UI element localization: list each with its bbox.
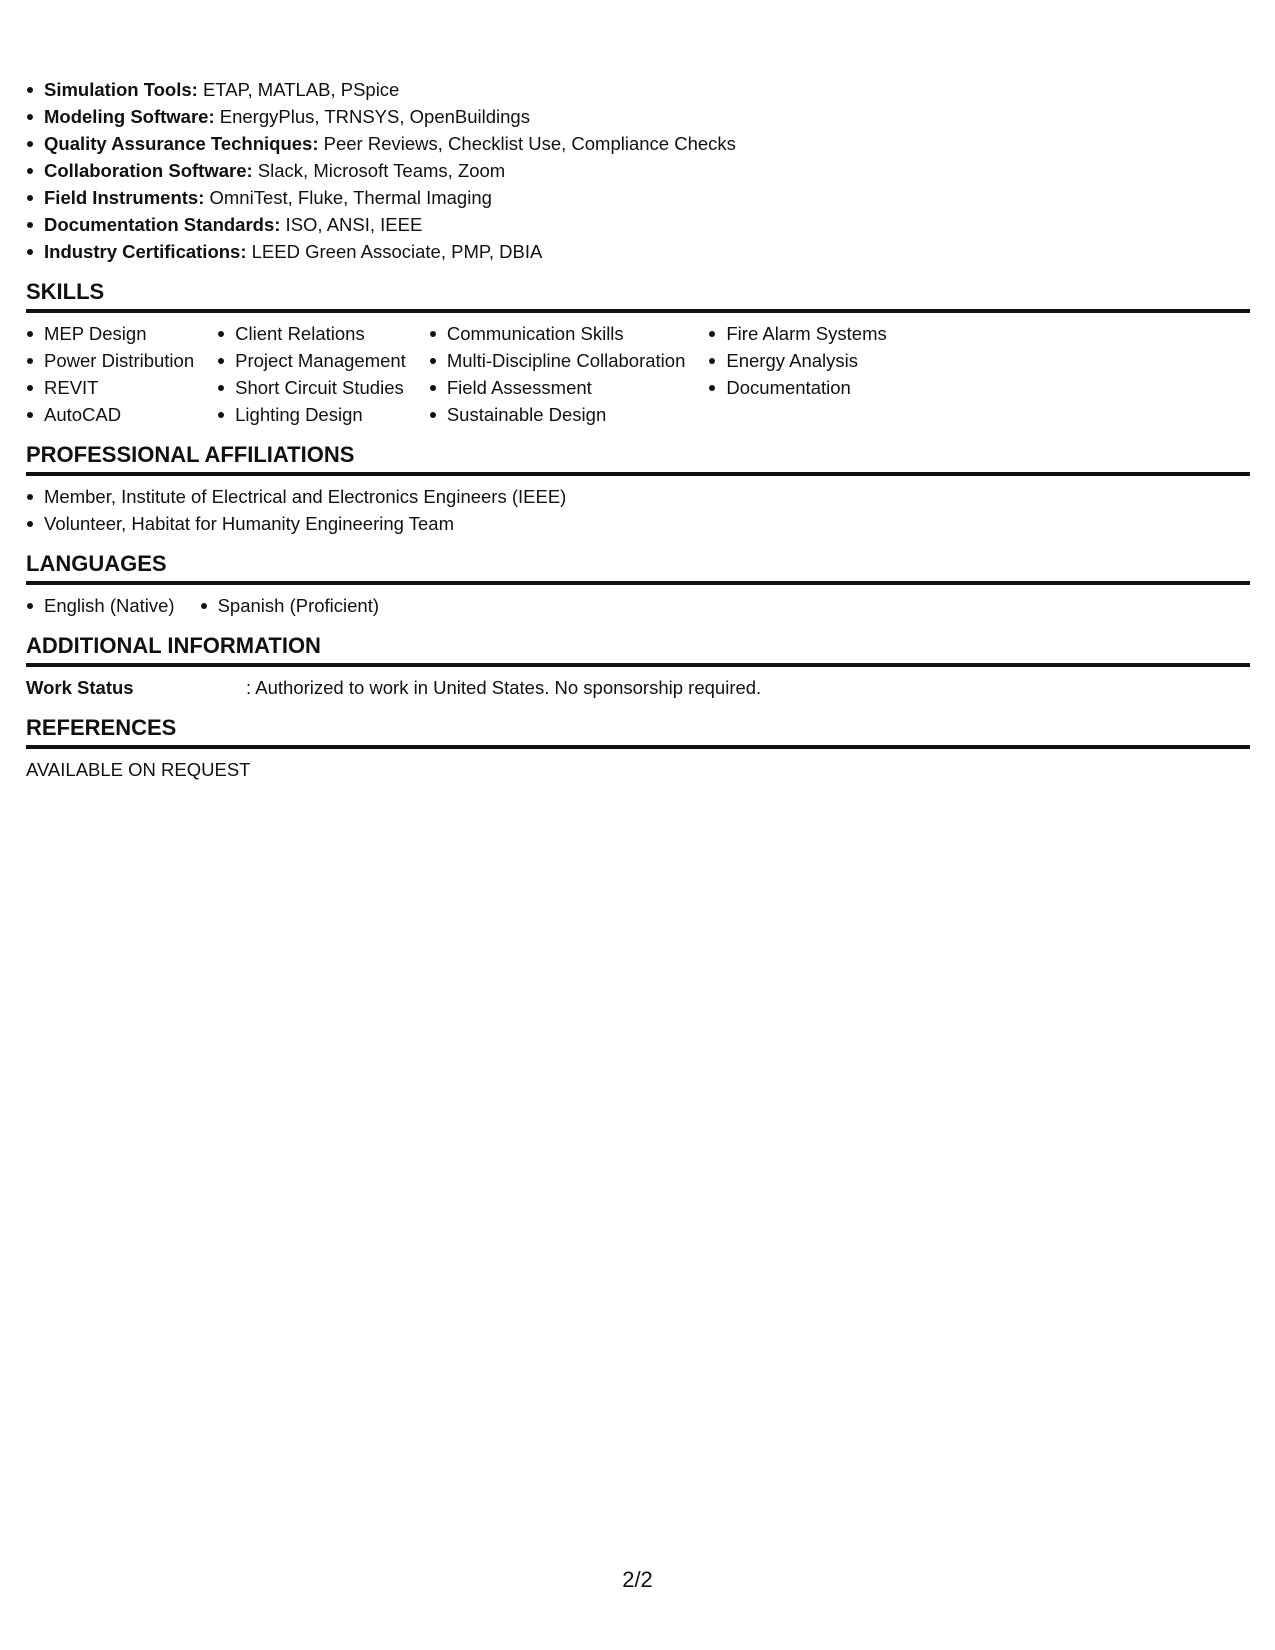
list-item: [26, 238, 1250, 265]
item-key: Simulation Tools:: [44, 79, 198, 100]
list-item: [26, 103, 1250, 130]
technical-proficiencies-list: [26, 76, 1250, 265]
affiliations-heading: PROFESSIONAL AFFILIATIONS: [26, 442, 1250, 476]
list-item: [26, 211, 1250, 238]
work-status-label: Work Status: [26, 677, 134, 698]
skills-column: [708, 320, 886, 428]
skill-item: Lighting Design: [217, 401, 406, 428]
item-value: ISO, ANSI, IEEE: [280, 214, 423, 235]
item-key: Documentation Standards:: [44, 214, 281, 235]
languages-list: [26, 592, 1250, 619]
list-item: [26, 76, 1250, 103]
skills-column: [429, 320, 686, 428]
affiliations-list: [26, 483, 1250, 537]
item-key: Collaboration Software:: [44, 160, 253, 181]
list-item: [26, 130, 1250, 157]
skills-column: [217, 320, 406, 428]
skill-item: Project Management: [217, 347, 406, 374]
language-item: English (Native): [26, 592, 175, 619]
language-item: Spanish (Proficient): [200, 592, 379, 619]
skill-item: Energy Analysis: [708, 347, 886, 374]
work-status-row: [26, 674, 1250, 701]
page-number: 2/2: [622, 1567, 653, 1592]
skill-item: AutoCAD: [26, 401, 194, 428]
work-status-value: : Authorized to work in United States. No sponsorship required.: [246, 677, 762, 698]
skill-item: Multi-Discipline Collaboration: [429, 347, 686, 374]
item-value: EnergyPlus, TRNSYS, OpenBuildings: [214, 106, 530, 127]
additional-info-heading: ADDITIONAL INFORMATION: [26, 633, 1250, 667]
skill-item: Communication Skills: [429, 320, 686, 347]
skills-heading: SKILLS: [26, 279, 1250, 313]
item-value: LEED Green Associate, PMP, DBIA: [246, 241, 543, 262]
affiliation-item: Volunteer, Habitat for Humanity Engineering Team: [26, 510, 1250, 537]
affiliation-item: Member, Institute of Electrical and Electronics Engineers (IEEE): [26, 483, 1250, 510]
skill-item: Documentation: [708, 374, 886, 401]
list-item: [26, 184, 1250, 211]
item-key: Industry Certifications:: [44, 241, 247, 262]
resume-page: [26, 76, 1250, 783]
list-item: [26, 157, 1250, 184]
skill-item: Power Distribution: [26, 347, 194, 374]
item-value: ETAP, MATLAB, PSpice: [197, 79, 400, 100]
skill-item: Fire Alarm Systems: [708, 320, 886, 347]
languages-heading: LANGUAGES: [26, 551, 1250, 585]
skill-item: REVIT: [26, 374, 194, 401]
skill-item: MEP Design: [26, 320, 194, 347]
references-heading: REFERENCES: [26, 715, 1250, 749]
item-value: OmniTest, Fluke, Thermal Imaging: [204, 187, 492, 208]
item-key: Field Instruments:: [44, 187, 205, 208]
references-text: AVAILABLE ON REQUEST: [26, 759, 251, 780]
skills-column: [26, 320, 194, 428]
item-key: Quality Assurance Techniques:: [44, 133, 319, 154]
item-value: Slack, Microsoft Teams, Zoom: [252, 160, 506, 181]
skill-item: Short Circuit Studies: [217, 374, 406, 401]
skill-item: Client Relations: [217, 320, 406, 347]
item-key: Modeling Software:: [44, 106, 215, 127]
item-value: Peer Reviews, Checklist Use, Compliance Checks: [318, 133, 736, 154]
skill-item: Sustainable Design: [429, 401, 686, 428]
skills-grid: [26, 320, 1250, 428]
skill-item: Field Assessment: [429, 374, 686, 401]
